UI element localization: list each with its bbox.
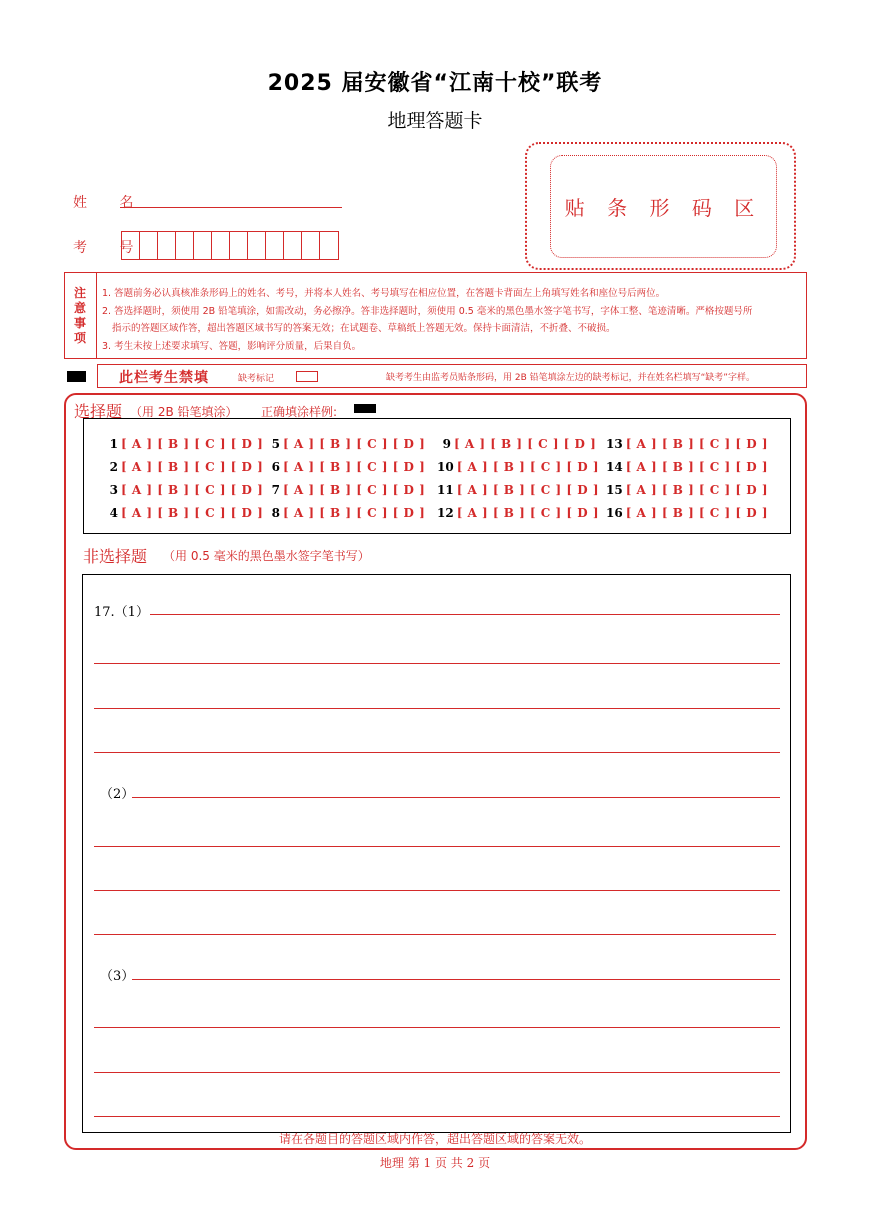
notice-line-1: 1. 答题前务必认真核准条形码上的姓名、考号，并将本人姓名、考号填写在相应位置，在答题卡背面左上角填写姓名和座位号后两位。 bbox=[102, 288, 666, 299]
choice-question[interactable] bbox=[266, 506, 425, 520]
exam-digit-box[interactable] bbox=[158, 232, 176, 259]
answer-line[interactable] bbox=[94, 1116, 780, 1117]
question-number: 1 bbox=[109, 437, 118, 451]
answer-line[interactable] bbox=[94, 752, 780, 753]
absent-mark-label: 缺考标记 bbox=[238, 374, 275, 384]
exam-digit-box[interactable] bbox=[230, 232, 248, 259]
exam-digit-box[interactable] bbox=[266, 232, 284, 259]
question-number: 4 bbox=[109, 506, 118, 520]
choice-question[interactable] bbox=[104, 437, 263, 451]
option-bubbles[interactable]: [ A ] [ B ] [ C ] [ D ] bbox=[456, 483, 599, 497]
answer-line[interactable] bbox=[132, 979, 780, 980]
question-number: 6 bbox=[271, 460, 280, 474]
question-number: 2 bbox=[109, 460, 118, 474]
choice-question[interactable] bbox=[104, 506, 263, 520]
notice-line-3: 指示的答题区域作答，超出答题区域书写的答案无效；在试题卷、草稿纸上答题无效。保持卡面清洁，不折叠、不破损。 bbox=[112, 323, 616, 334]
option-bubbles[interactable]: [ A ] [ B ] [ C ] [ D ] bbox=[456, 460, 599, 474]
answer-line[interactable] bbox=[132, 797, 780, 798]
answer-line[interactable] bbox=[94, 1027, 780, 1028]
choice-question[interactable] bbox=[606, 483, 768, 497]
question-number: 14 bbox=[606, 460, 623, 474]
essay-section-note: （用 0.5 毫米的黑色墨水签字笔书写） bbox=[163, 549, 370, 563]
answer-line[interactable] bbox=[94, 1072, 780, 1073]
question-number: 15 bbox=[606, 483, 623, 497]
choice-question[interactable] bbox=[437, 460, 599, 474]
answer-line[interactable] bbox=[94, 708, 780, 709]
sample-fill-mark bbox=[354, 404, 376, 413]
answer-line[interactable] bbox=[94, 890, 780, 891]
notice-heading: 注 意 事 项 bbox=[64, 272, 97, 359]
exam-number-label: 考 号 bbox=[73, 240, 148, 256]
exam-number-boxes[interactable] bbox=[121, 231, 339, 260]
exam-digit-box[interactable] bbox=[248, 232, 266, 259]
option-bubbles[interactable]: [ A ] [ B ] [ C ] [ D ] bbox=[625, 483, 768, 497]
option-bubbles[interactable]: [ A ] [ B ] [ C ] [ D ] bbox=[456, 506, 599, 520]
choice-section-title: 选择题 bbox=[74, 402, 123, 421]
exam-digit-box[interactable] bbox=[140, 232, 158, 259]
locator-mark bbox=[67, 371, 86, 382]
page-title: 2025 届安徽省“江南十校”联考 bbox=[267, 71, 603, 96]
choice-question[interactable] bbox=[437, 437, 596, 451]
question-number: 9 bbox=[442, 437, 451, 451]
choice-question[interactable] bbox=[606, 437, 768, 451]
barcode-label: 贴 条 形 码 区 bbox=[564, 196, 763, 220]
question-number: 11 bbox=[437, 483, 454, 497]
question-number: 5 bbox=[271, 437, 280, 451]
option-bubbles[interactable]: [ A ] [ B ] [ C ] [ D ] bbox=[121, 506, 264, 520]
notice-line-4: 3. 考生未按上述要求填写、答题，影响评分质量，后果自负。 bbox=[102, 341, 362, 352]
absent-mark-box[interactable] bbox=[296, 371, 318, 382]
footer-note: 请在各题目的答题区域内作答，超出答题区域的答案无效。 bbox=[278, 1132, 591, 1146]
option-bubbles[interactable]: [ A ] [ B ] [ C ] [ D ] bbox=[454, 437, 597, 451]
question-number: 8 bbox=[271, 506, 280, 520]
name-label: 姓 名 bbox=[73, 195, 148, 211]
exam-digit-box[interactable] bbox=[194, 232, 212, 259]
option-bubbles[interactable]: [ A ] [ B ] [ C ] [ D ] bbox=[283, 483, 426, 497]
choice-question[interactable] bbox=[104, 460, 263, 474]
exam-digit-box[interactable] bbox=[122, 232, 140, 259]
answer-line[interactable] bbox=[94, 663, 780, 664]
choice-question[interactable] bbox=[266, 483, 425, 497]
choice-question[interactable] bbox=[104, 483, 263, 497]
answer-line[interactable] bbox=[150, 614, 780, 615]
name-field[interactable] bbox=[120, 207, 342, 208]
essay-section-title: 非选择题 bbox=[83, 547, 148, 566]
option-bubbles[interactable]: [ A ] [ B ] [ C ] [ D ] bbox=[283, 506, 426, 520]
page-footer: 地理 第 1 页 共 2 页 bbox=[379, 1156, 491, 1170]
q17-part2-label: （2） bbox=[100, 787, 135, 802]
question-number: 12 bbox=[437, 506, 454, 520]
option-bubbles[interactable]: [ A ] [ B ] [ C ] [ D ] bbox=[625, 460, 768, 474]
q17-part3-label: （3） bbox=[100, 969, 135, 984]
question-number: 10 bbox=[437, 460, 454, 474]
option-bubbles[interactable]: [ A ] [ B ] [ C ] [ D ] bbox=[625, 437, 768, 451]
choice-question[interactable] bbox=[437, 483, 599, 497]
sample-label: 正确填涂样例: bbox=[261, 405, 338, 419]
option-bubbles[interactable]: [ A ] [ B ] [ C ] [ D ] bbox=[121, 437, 264, 451]
answer-line[interactable] bbox=[94, 846, 780, 847]
option-bubbles[interactable]: [ A ] [ B ] [ C ] [ D ] bbox=[121, 460, 264, 474]
answer-line[interactable] bbox=[94, 934, 776, 935]
option-bubbles[interactable]: [ A ] [ B ] [ C ] [ D ] bbox=[121, 483, 264, 497]
choice-question[interactable] bbox=[606, 506, 768, 520]
ban-note: 缺考考生由监考员贴条形码，用 2B 铅笔填涂左边的缺考标记，并在姓名栏填写“缺考”字样。 bbox=[386, 373, 755, 383]
exam-digit-box[interactable] bbox=[284, 232, 302, 259]
option-bubbles[interactable]: [ A ] [ B ] [ C ] [ D ] bbox=[283, 437, 426, 451]
choice-question[interactable] bbox=[437, 506, 599, 520]
choice-question[interactable] bbox=[606, 460, 768, 474]
option-bubbles[interactable]: [ A ] [ B ] [ C ] [ D ] bbox=[625, 506, 768, 520]
q17-part1-label: 17.（1） bbox=[94, 605, 149, 620]
question-number: 3 bbox=[109, 483, 118, 497]
choice-section-note: （用 2B 铅笔填涂） bbox=[130, 405, 238, 419]
page-subtitle: 地理答题卡 bbox=[387, 110, 483, 132]
choice-question[interactable] bbox=[266, 437, 425, 451]
ban-title: 此栏考生禁填 bbox=[119, 370, 209, 386]
question-number: 16 bbox=[606, 506, 623, 520]
exam-digit-box[interactable] bbox=[176, 232, 194, 259]
question-number: 7 bbox=[271, 483, 280, 497]
choice-question[interactable] bbox=[266, 460, 425, 474]
question-number: 13 bbox=[606, 437, 623, 451]
option-bubbles[interactable]: [ A ] [ B ] [ C ] [ D ] bbox=[283, 460, 426, 474]
notice-line-2: 2. 答选择题时，须使用 2B 铅笔填涂，如需改动，务必擦净。答非选择题时，须使用 0.5 毫米的黑色墨水签字笔书写，字体工整、笔迹清晰。严格按题号所 bbox=[102, 306, 753, 317]
exam-digit-box[interactable] bbox=[320, 232, 338, 259]
exam-digit-box[interactable] bbox=[212, 232, 230, 259]
exam-digit-box[interactable] bbox=[302, 232, 320, 259]
essay-answer-box bbox=[82, 574, 791, 1133]
